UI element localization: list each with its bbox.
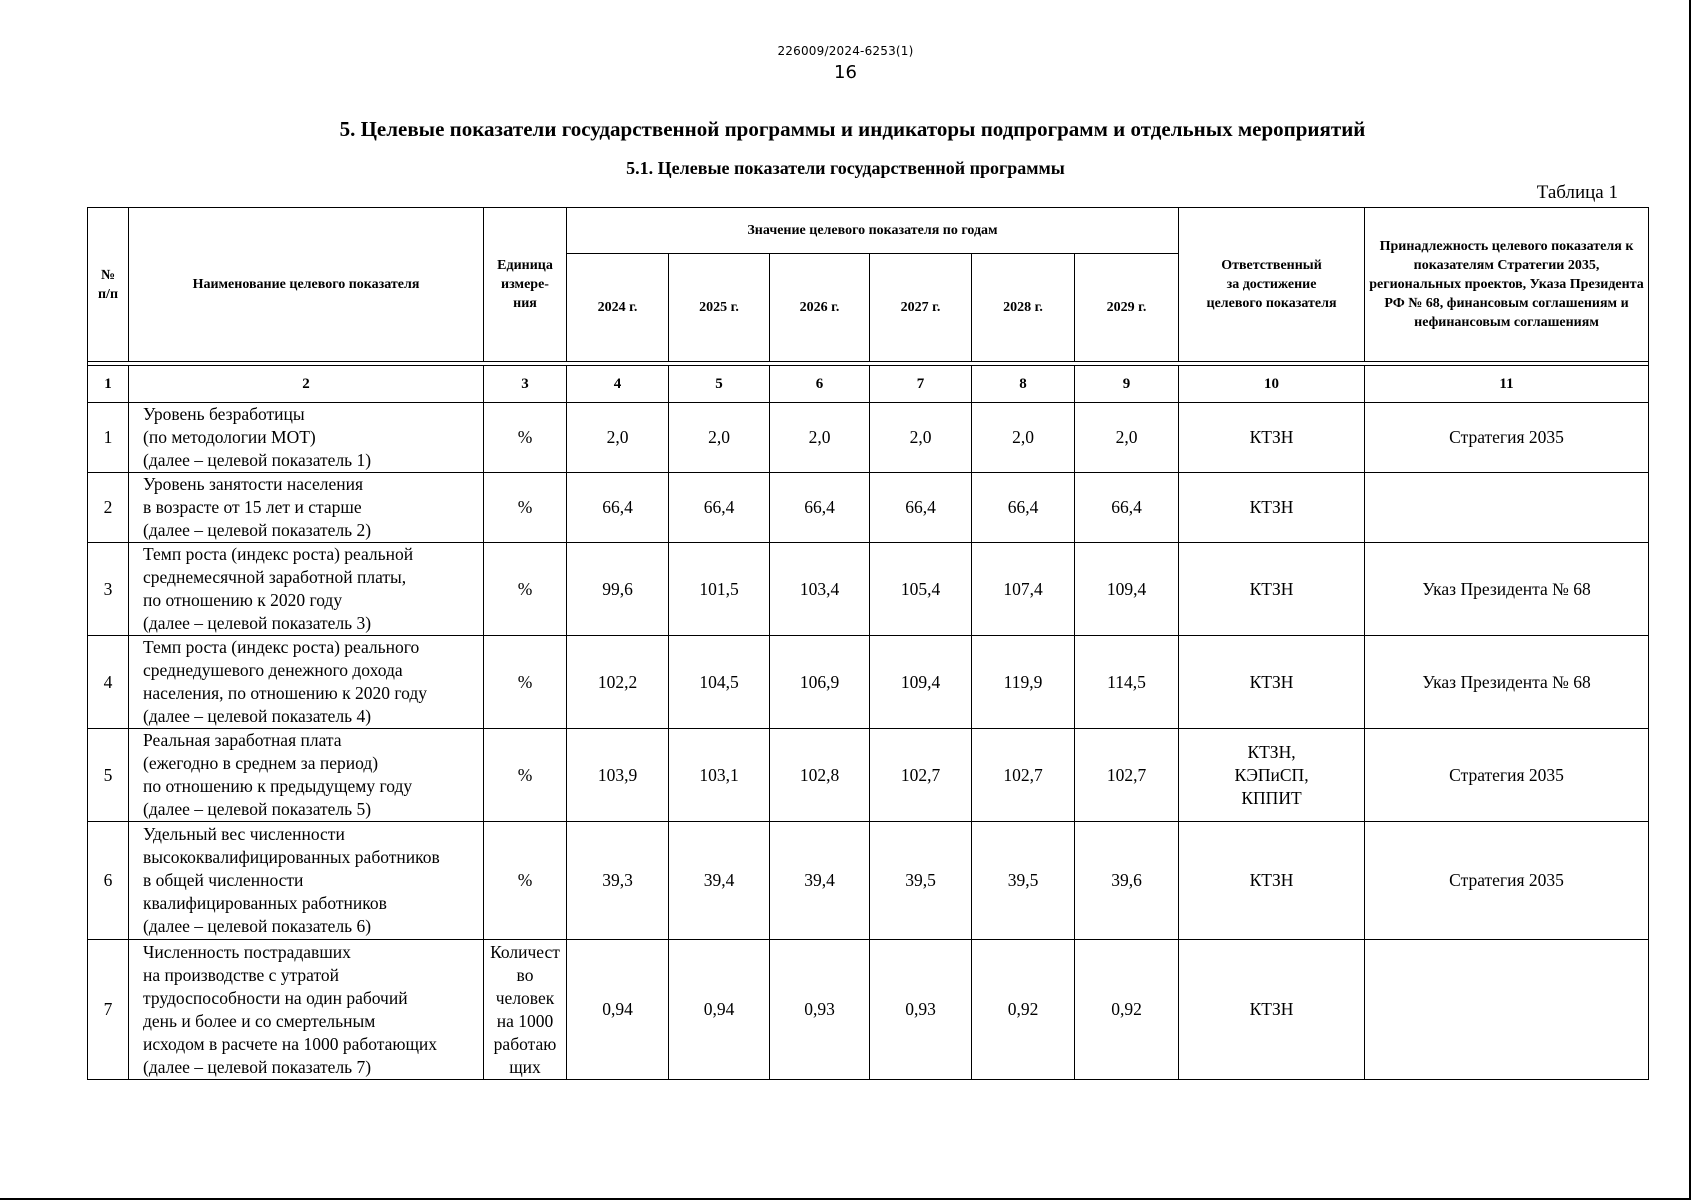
year-value: 0,92 xyxy=(1075,940,1179,1080)
year-value: 2,0 xyxy=(770,403,870,473)
belonging xyxy=(1365,940,1649,1080)
table-row xyxy=(88,636,1649,729)
year-value: 39,4 xyxy=(669,822,770,940)
indicator-name: Реальная заработная плата (ежегодно в среднем за период) по отношению к предыдущему году (далее – целевой показатель 5) xyxy=(129,729,484,822)
year-value: 2,0 xyxy=(972,403,1075,473)
page-number: 16 xyxy=(834,62,857,83)
section-title: 5. Целевые показатели государственной программы и индикаторы подпрограмм и отдельных мероприятий xyxy=(339,117,1366,141)
table-row xyxy=(88,543,1649,636)
belonging: Указ Президента № 68 xyxy=(1365,636,1649,729)
indicator-name: Уровень занятости населения в возрасте от 15 лет и старше (далее – целевой показатель 2) xyxy=(129,473,484,543)
year-value: 103,1 xyxy=(669,729,770,822)
year-value: 99,6 xyxy=(567,543,669,636)
subsection-title: 5.1. Целевые показатели государственной программы xyxy=(626,158,1065,178)
indicator-name: Темп роста (индекс роста) реального среднедушевого денежного дохода населения, по отношению к 2020 году (далее – целевой показатель 4) xyxy=(129,636,484,729)
column-number: 10 xyxy=(1179,366,1365,403)
year-value: 66,4 xyxy=(669,473,770,543)
year-value: 0,94 xyxy=(669,940,770,1080)
header-unit: Единица измере- ния xyxy=(484,208,567,362)
belonging xyxy=(1365,473,1649,543)
table-row xyxy=(88,729,1649,822)
belonging: Указ Президента № 68 xyxy=(1365,543,1649,636)
year-value: 2,0 xyxy=(870,403,972,473)
unit: % xyxy=(484,822,567,940)
table-caption: Таблица 1 xyxy=(1536,182,1618,203)
indicator-name: Уровень безработицы (по методологии МОТ) (далее – целевой показатель 1) xyxy=(129,403,484,473)
year-value: 66,4 xyxy=(1075,473,1179,543)
year-value: 39,5 xyxy=(870,822,972,940)
responsible: КТЗН xyxy=(1179,543,1365,636)
row-number: 4 xyxy=(88,636,129,729)
responsible: КТЗН xyxy=(1179,636,1365,729)
year-value: 103,4 xyxy=(770,543,870,636)
responsible: КТЗН xyxy=(1179,940,1365,1080)
year-value: 114,5 xyxy=(1075,636,1179,729)
year-value: 101,5 xyxy=(669,543,770,636)
year-value: 2,0 xyxy=(567,403,669,473)
responsible: КТЗН xyxy=(1179,822,1365,940)
column-number: 1 xyxy=(88,366,129,403)
belonging: Стратегия 2035 xyxy=(1365,822,1649,940)
belonging: Стратегия 2035 xyxy=(1365,729,1649,822)
row-number: 6 xyxy=(88,822,129,940)
header-responsible: Ответственный за достижение целевого показателя xyxy=(1179,208,1365,362)
year-value: 107,4 xyxy=(972,543,1075,636)
year-value: 66,4 xyxy=(870,473,972,543)
belonging: Стратегия 2035 xyxy=(1365,403,1649,473)
header-year: 2025 г. xyxy=(669,254,770,362)
header-num: № п/п xyxy=(88,208,129,362)
table-row xyxy=(88,822,1649,940)
header-name: Наименование целевого показателя xyxy=(129,208,484,362)
column-number: 2 xyxy=(129,366,484,403)
year-value: 104,5 xyxy=(669,636,770,729)
year-value: 0,94 xyxy=(567,940,669,1080)
unit: Количест во человек на 1000 работаю щих xyxy=(484,940,567,1080)
year-value: 102,8 xyxy=(770,729,870,822)
table-row xyxy=(88,403,1649,473)
unit: % xyxy=(484,403,567,473)
column-number: 5 xyxy=(669,366,770,403)
indicator-name: Удельный вес численности высококвалифицированных работников в общей численности квалифицированных работников (далее – целевой показатель 6) xyxy=(129,822,484,940)
responsible: КТЗН xyxy=(1179,403,1365,473)
year-value: 119,9 xyxy=(972,636,1075,729)
indicators-table xyxy=(87,207,1649,1080)
year-value: 106,9 xyxy=(770,636,870,729)
column-number-row xyxy=(88,366,1649,403)
unit: % xyxy=(484,729,567,822)
responsible: КТЗН, КЭПиСП, КППИТ xyxy=(1179,729,1365,822)
column-number: 11 xyxy=(1365,366,1649,403)
unit: % xyxy=(484,473,567,543)
row-number: 1 xyxy=(88,403,129,473)
row-number: 2 xyxy=(88,473,129,543)
year-value: 66,4 xyxy=(972,473,1075,543)
header-values-group: Значение целевого показателя по годам xyxy=(567,208,1179,254)
column-number: 7 xyxy=(870,366,972,403)
unit: % xyxy=(484,636,567,729)
header-year: 2024 г. xyxy=(567,254,669,362)
header-year: 2028 г. xyxy=(972,254,1075,362)
year-value: 109,4 xyxy=(1075,543,1179,636)
row-number: 3 xyxy=(88,543,129,636)
year-value: 2,0 xyxy=(669,403,770,473)
year-value: 66,4 xyxy=(770,473,870,543)
table-row xyxy=(88,473,1649,543)
header-belonging: Принадлежность целевого показателя к показателям Стратегии 2035, региональных проектов, Указа Президента РФ № 68, финансовым соглашениям и нефинансовым соглашениям xyxy=(1365,208,1649,362)
column-number: 6 xyxy=(770,366,870,403)
year-value: 109,4 xyxy=(870,636,972,729)
header-year: 2027 г. xyxy=(870,254,972,362)
year-value: 0,93 xyxy=(770,940,870,1080)
indicator-name: Темп роста (индекс роста) реальной среднемесячной заработной платы, по отношению к 2020 году (далее – целевой показатель 3) xyxy=(129,543,484,636)
table-row xyxy=(88,940,1649,1080)
year-value: 0,93 xyxy=(870,940,972,1080)
year-value: 102,7 xyxy=(972,729,1075,822)
header-year: 2029 г. xyxy=(1075,254,1179,362)
responsible: КТЗН xyxy=(1179,473,1365,543)
indicator-name: Численность пострадавших на производстве с утратой трудоспособности на один рабочий день и более и со смертельным исходом в расчете на 1000 работающих (далее – целевой показатель 7) xyxy=(129,940,484,1080)
year-value: 2,0 xyxy=(1075,403,1179,473)
year-value: 103,9 xyxy=(567,729,669,822)
row-number: 5 xyxy=(88,729,129,822)
header-year: 2026 г. xyxy=(770,254,870,362)
year-value: 39,6 xyxy=(1075,822,1179,940)
year-value: 102,7 xyxy=(1075,729,1179,822)
column-number: 3 xyxy=(484,366,567,403)
year-value: 0,92 xyxy=(972,940,1075,1080)
column-number: 9 xyxy=(1075,366,1179,403)
column-number: 8 xyxy=(972,366,1075,403)
year-value: 66,4 xyxy=(567,473,669,543)
unit: % xyxy=(484,543,567,636)
column-number: 4 xyxy=(567,366,669,403)
document-id: 226009/2024-6253(1) xyxy=(777,44,914,58)
year-value: 39,4 xyxy=(770,822,870,940)
year-value: 39,5 xyxy=(972,822,1075,940)
year-value: 102,7 xyxy=(870,729,972,822)
year-value: 39,3 xyxy=(567,822,669,940)
row-number: 7 xyxy=(88,940,129,1080)
year-value: 105,4 xyxy=(870,543,972,636)
year-value: 102,2 xyxy=(567,636,669,729)
